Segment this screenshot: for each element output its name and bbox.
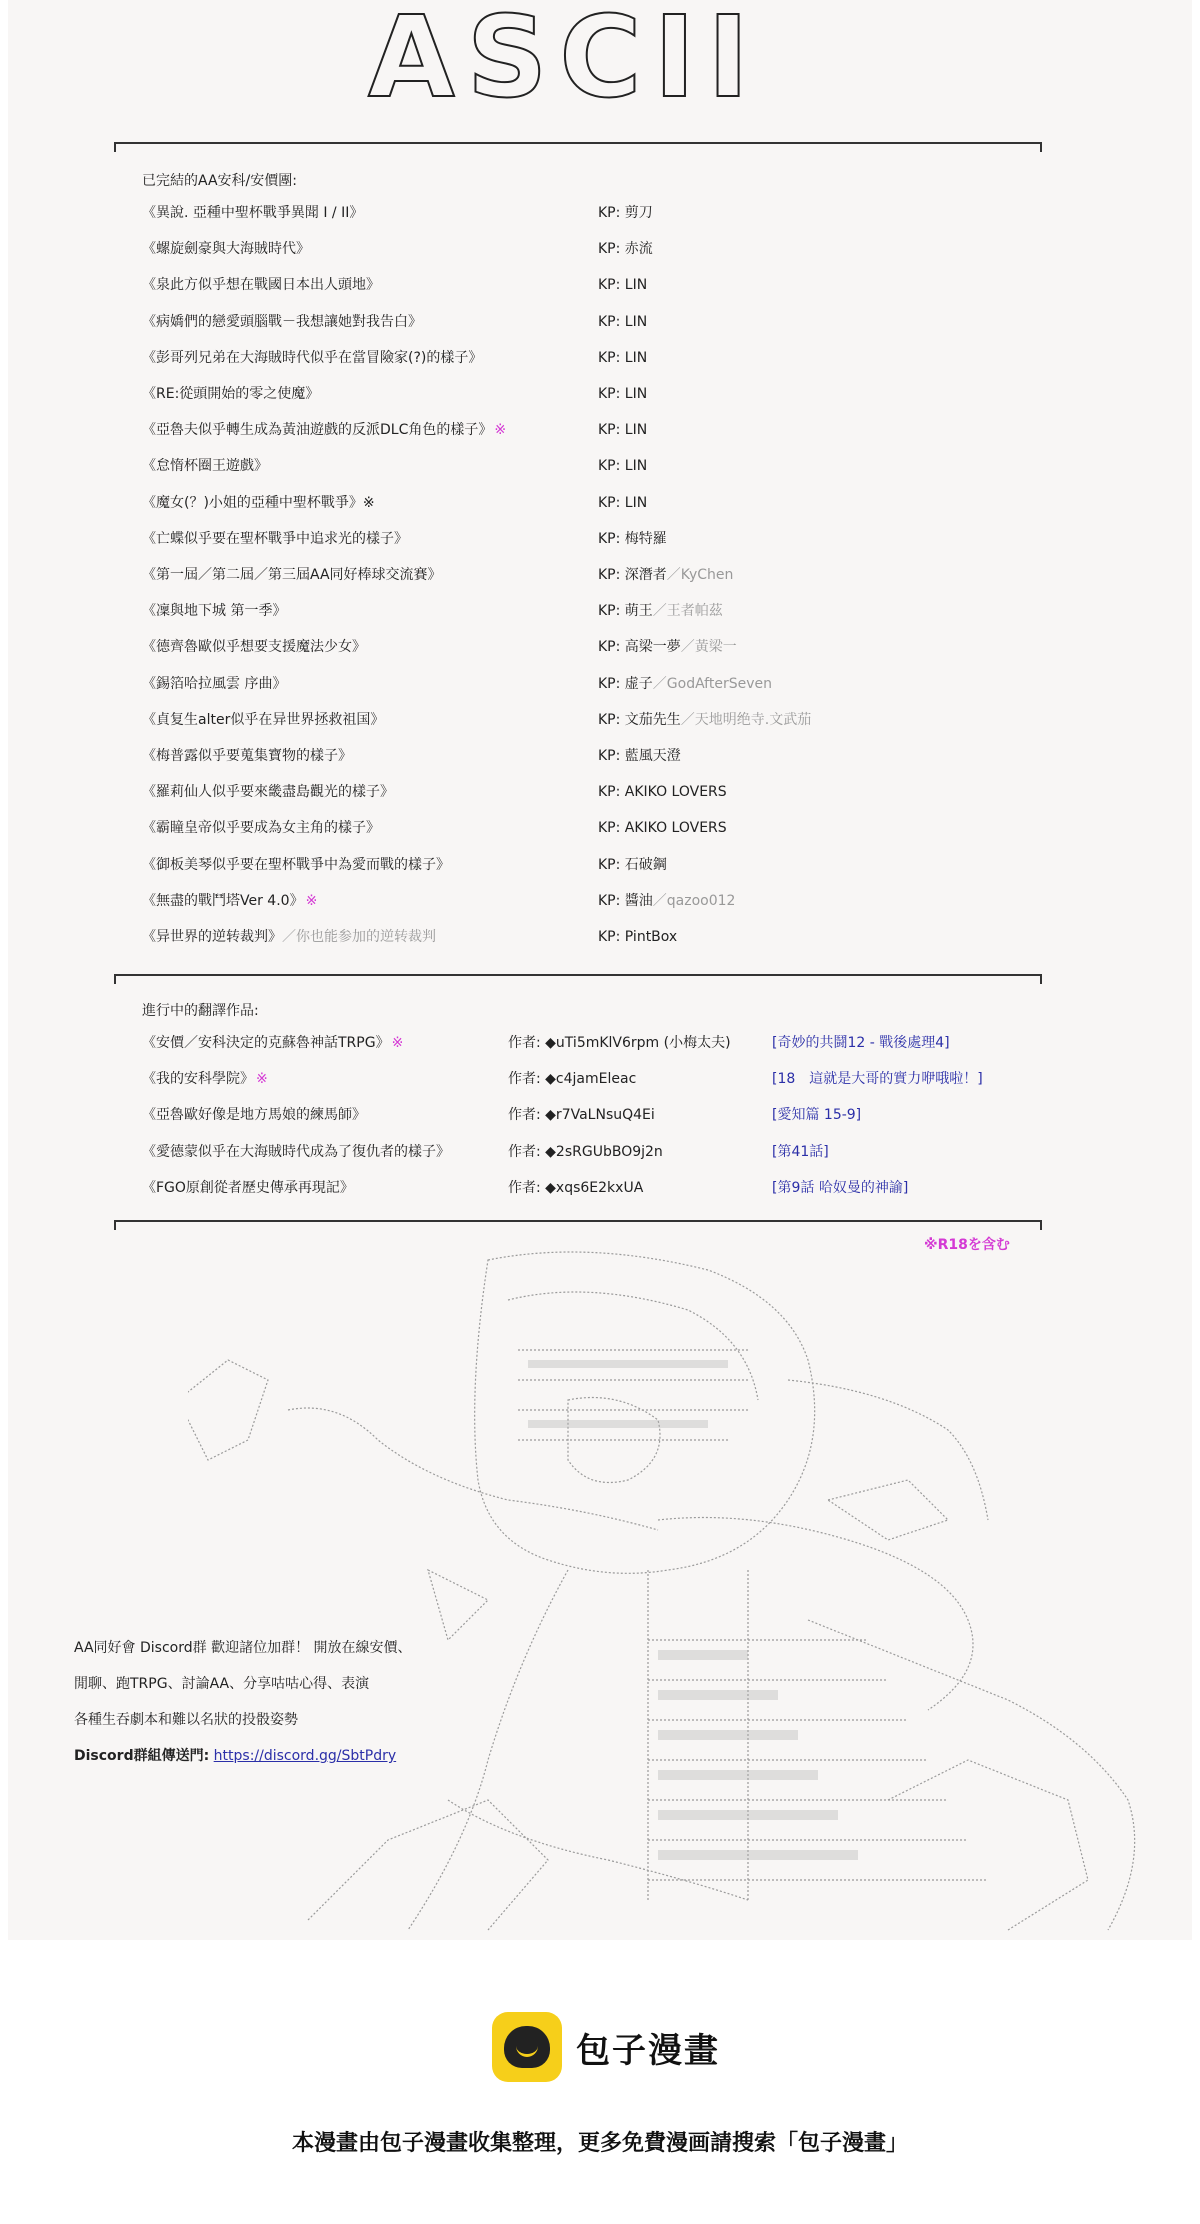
work-title: 《梅普露似乎要蒐集寶物的樣子》 [142, 748, 352, 764]
logo-letter: A [368, 0, 457, 123]
kp-name: KP: LIN [598, 458, 648, 475]
kp-alias: ／天地明绝寺.文武茄 [680, 711, 812, 728]
work-title: 《FGO原創從者歷史傳承再現記》 [142, 1179, 354, 1196]
work-title: 《亞魯歐好像是地方馬娘的練馬師》 [142, 1107, 366, 1124]
latest-chapter-link[interactable]: [18 這就是大哥的實力咿哦啦！] [772, 1071, 983, 1088]
kp-wrap [598, 202, 653, 224]
work-title-wrap [142, 1068, 268, 1090]
discord-promo [74, 1630, 412, 1774]
kp-name: KP: LIN [598, 349, 648, 366]
work-title: 《凜與地下城 第一季》 [142, 603, 287, 620]
document-panel [8, 0, 1192, 1940]
kp-name: KP: LIN [598, 422, 648, 439]
kp-name: KP: LIN [598, 494, 648, 511]
kp-alias: ／qazoo012 [652, 892, 736, 909]
work-title: 《德齊魯歐似乎想要支援魔法少女》 [142, 639, 366, 656]
kp-wrap [598, 854, 667, 876]
work-title: 《我的安科學院》 [142, 1071, 254, 1088]
footer-brand: 包子漫畫 [576, 2030, 720, 2071]
kp-wrap [598, 926, 677, 948]
kp-name: KP: LIN [598, 386, 648, 402]
kp-wrap [598, 383, 647, 405]
work-title: 《泉此方似乎想在戰國日本出人頭地》 [142, 277, 380, 294]
latest-chapter-link[interactable]: [愛知篇 15-9] [772, 1107, 862, 1124]
kp-wrap [598, 636, 737, 658]
work-title: 《貞复生alter似乎在异世界拯救祖国》 [142, 711, 385, 728]
kp-name: KP: AKIKO LOVERS [598, 784, 727, 801]
divider [114, 1220, 1042, 1222]
kp-alias: ／GodAfterSeven [652, 675, 772, 692]
kp-wrap [598, 709, 811, 731]
kp-wrap [598, 781, 727, 803]
discord-link-label: Discord群組傳送門: [74, 1748, 210, 1764]
work-title: 《亞魯夫似乎轉生成為黃油遊戲的反派DLC角色的樣子》 ※ [142, 422, 507, 439]
divider [114, 974, 1042, 976]
kp-wrap [598, 745, 681, 767]
kp-wrap [598, 455, 647, 477]
kp-wrap [598, 600, 723, 622]
kp-alias: ／王者帕茲 [652, 603, 723, 620]
logo-letter: I [653, 0, 698, 123]
kp-name: KP: AKIKO LOVERS [598, 820, 727, 837]
bun-logo-icon [492, 2012, 562, 2082]
kp-wrap [598, 419, 647, 441]
work-title: 《异世界的逆转裁判》／你也能参加的逆转裁判 [142, 929, 436, 945]
kp-name: KP: 藍風天澄 [598, 748, 681, 764]
kp-wrap [598, 528, 667, 550]
kp-name: KP: 高梁一夢 [598, 639, 681, 656]
work-title: 《御板美琴似乎要在聖杯戰爭中為愛而戰的樣子》 [142, 856, 450, 873]
kp-wrap [598, 347, 647, 369]
work-title-wrap [142, 1104, 366, 1126]
kp-wrap [598, 311, 647, 333]
kp-wrap [598, 890, 735, 912]
kp-alias: ／黃梁一 [680, 639, 737, 656]
logo-letter: I [707, 0, 751, 123]
work-title: 《魔女(？)小姐的亞種中聖杯戰爭》※ [142, 494, 375, 511]
latest-chapter-link[interactable]: [第9話 哈奴曼的神諭] [772, 1179, 909, 1196]
work-title: 《螺旋劍豪與大海賊時代》 [142, 241, 310, 258]
kp-name: KP: 虚子 [598, 675, 653, 692]
kp-wrap [598, 564, 733, 586]
kp-name: KP: 萌王 [598, 603, 653, 620]
kp-name: KP: 醬油 [598, 892, 653, 909]
work-title: 《彭哥列兄弟在大海賊時代似乎在當冒險家(?)的樣子》 [142, 349, 483, 366]
work-title: 《錫箔哈拉風雲 序曲》 [142, 675, 287, 692]
divider [114, 142, 1042, 144]
work-title-wrap [142, 1177, 354, 1199]
latest-chapter-link[interactable]: [奇妙的共鬪12 - 戰後處理4] [772, 1035, 950, 1051]
work-title: 《病嬌們的戀愛頭腦戰－我想讓她對我告白》 [142, 313, 422, 330]
kp-name: KP: 梅特羅 [598, 530, 667, 547]
r18-mark: ※ [256, 1071, 268, 1088]
discord-link[interactable]: https://discord.gg/SbtPdry [213, 1748, 397, 1764]
discord-line: 閒聊、跑TRPG、討論AA、分享咕咕心得、表演 [74, 1676, 370, 1692]
author: 作者: ◆c4jamEleac [508, 1071, 637, 1088]
footer-logo [492, 2012, 720, 2082]
work-title: 《羅莉仙人似乎要來畿盡島觀光的樣子》 [142, 784, 394, 801]
work-title: 《愛德蒙似乎在大海賊時代成為了復仇者的樣子》 [142, 1143, 450, 1160]
completed-section-title: 已完結的AA安科/安價團: [142, 173, 297, 189]
work-title: 《安價／安科決定的克蘇魯神話TRPG》 [142, 1035, 390, 1051]
work-title-wrap [142, 1032, 403, 1054]
kp-name: KP: 赤流 [598, 241, 653, 258]
translating-section-title: 進行中的翻譯作品: [142, 1003, 259, 1019]
r18-note: ※R18を含む [924, 1237, 1010, 1253]
kp-alias: ／KyChen [666, 567, 734, 583]
kp-name: KP: LIN [598, 277, 648, 294]
kp-wrap [598, 673, 772, 695]
kp-name: KP: LIN [598, 313, 648, 330]
logo-letter: C [559, 0, 644, 123]
kp-wrap [598, 492, 647, 514]
author: 作者: ◆r7VaLNsuQ4Ei [508, 1107, 655, 1124]
work-title-extra: ／你也能参加的逆转裁判 [282, 929, 436, 945]
kp-name: KP: 深潛者 [598, 567, 667, 583]
r18-mark: ※ [391, 1035, 404, 1051]
logo-letter: S [466, 0, 550, 123]
work-title: 《怠惰杯圈王遊戲》 [142, 458, 268, 475]
ascii-art-illustration [188, 1240, 1148, 1940]
footer-text: 本漫畫由包子漫畫收集整理，更多免費漫画請搜索「包子漫畫」 [291, 2131, 908, 2156]
discord-link-row [74, 1738, 412, 1774]
work-title: 《亡蝶似乎要在聖杯戰爭中追求光的樣子》 [142, 530, 408, 547]
work-title: 《RE:從頭開始的零之使魔》 [142, 386, 320, 402]
work-title: 《霸瞳皇帝似乎要成為女主角的樣子》 [142, 820, 380, 837]
kp-name: KP: 剪刀 [598, 205, 653, 221]
work-title-wrap [142, 1141, 450, 1163]
author: 作者: ◆2sRGUbBO9j2n [508, 1143, 663, 1160]
discord-line: 各種生吞劇本和難以名狀的投骰姿勢 [74, 1712, 298, 1728]
r18-mark: ※ [305, 892, 318, 909]
work-title: 《無盡的戰鬥塔Ver 4.0》 ※ [142, 892, 318, 909]
kp-name: KP: PintBox [598, 929, 678, 945]
latest-chapter-link[interactable]: [第41話] [772, 1143, 829, 1160]
author: 作者: ◆uTi5mKlV6rpm (小梅太夫) [508, 1035, 731, 1051]
ascii-logo [368, 0, 751, 123]
ascii-art-drawing [188, 1240, 1148, 1940]
kp-wrap [598, 274, 647, 296]
author: 作者: ◆xqs6E2kxUA [508, 1179, 644, 1196]
kp-name: KP: 石破鋼 [598, 856, 667, 873]
kp-name: KP: 文茄先生 [598, 711, 681, 728]
r18-mark: ※ [494, 422, 507, 439]
discord-line: AA同好會 Discord群 歡迎諸位加群！ 開放在線安價、 [74, 1640, 412, 1656]
kp-wrap [598, 817, 727, 839]
work-title: 《異說. 亞種中聖杯戰爭異聞 I / II》 [142, 205, 364, 221]
work-title: 《第一屆／第二屆／第三屆AA同好棒球交流賽》 [142, 567, 442, 583]
kp-wrap [598, 238, 653, 260]
